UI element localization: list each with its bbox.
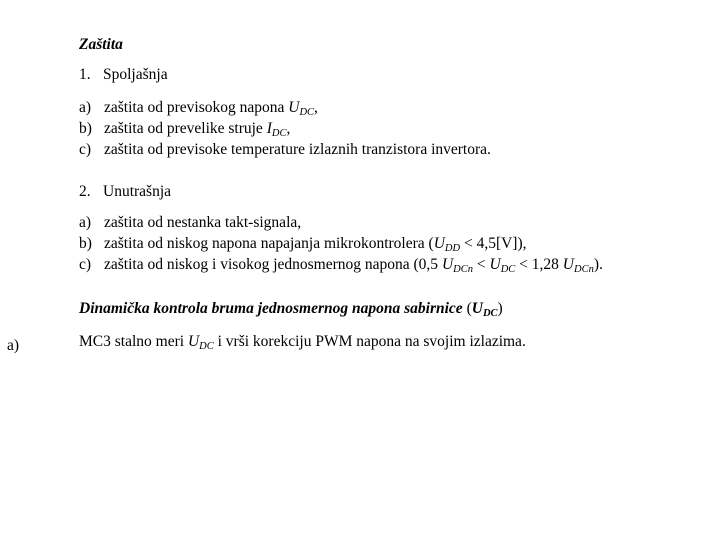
var-subscript: DCn (573, 264, 594, 275)
item-label: b) (79, 120, 92, 137)
heading-protection: Zaštita (79, 36, 123, 53)
item-text: zaštita od niskog i visokog jednosmernog napona (0,5 (104, 256, 442, 273)
heading-dynamic-control (79, 300, 503, 320)
section2-item-c (79, 256, 603, 276)
var-subscript: DC (199, 341, 214, 352)
item-label: c) (79, 141, 92, 158)
item-text-end: , (286, 120, 291, 137)
var-symbol: I (266, 120, 272, 137)
var-subscript: DC (271, 128, 287, 139)
section2-item-a (79, 214, 301, 232)
section1-item-a (79, 99, 318, 119)
item-text: zaštita od prevelike struje (104, 120, 267, 137)
section1-title: Spoljašnja (103, 66, 168, 83)
section1-heading (79, 66, 168, 84)
var-symbol: U (288, 99, 300, 116)
section2-item-b (79, 235, 527, 255)
var-symbol: U (187, 333, 200, 350)
item-text-end: ). (593, 256, 603, 273)
item-text: zaštita od nestanka takt-signala, (104, 214, 302, 231)
var-symbol: U (489, 256, 501, 273)
paren-close: ) (497, 300, 503, 317)
item-label: c) (79, 256, 92, 273)
var-subscript: DC (500, 264, 516, 275)
var-subscript: DC (482, 308, 498, 319)
section1-item-b (79, 120, 290, 140)
section1-number: 1. (79, 66, 91, 83)
item-label: a) (79, 99, 92, 116)
section2-number: 2. (79, 183, 91, 200)
paren-open: ( (462, 300, 472, 317)
var-subscript: DC (299, 107, 315, 118)
mc3-text-end: i vrši korekciju PWM napona na svojim izlazima. (213, 333, 526, 350)
section2-title: Unutrašnja (103, 183, 172, 200)
item-text-mid: < 1,28 (515, 256, 563, 273)
mc3-line (79, 333, 526, 353)
side-label: a) (7, 337, 20, 354)
item-text-end: < 4,5[V]), (460, 235, 527, 252)
var-symbol: U (562, 256, 574, 273)
mc3-text: MC3 stalno meri (79, 333, 188, 350)
item-label: a) (79, 214, 92, 231)
section2-heading (79, 183, 171, 201)
var-symbol: U (441, 256, 454, 273)
item-text-end: , (314, 99, 318, 116)
heading-dynamic-text: Dinamička kontrola bruma jednosmernog napona sabirnice (79, 300, 463, 317)
var-subscript: DCn (453, 264, 473, 275)
item-text: zaštita od previsokog napona (104, 99, 289, 116)
var-symbol: U (471, 300, 483, 317)
var-symbol: U (433, 235, 445, 252)
item-text: zaštita od previsoke temperature izlaznih tranzistora invertora. (104, 141, 491, 158)
item-text: zaštita od niskog napona napajanja mikrokontrolera ( (104, 235, 434, 252)
section1-item-c (79, 141, 491, 159)
item-text-mid: < (472, 256, 490, 273)
var-subscript: DD (444, 243, 461, 254)
item-label: b) (79, 235, 92, 252)
